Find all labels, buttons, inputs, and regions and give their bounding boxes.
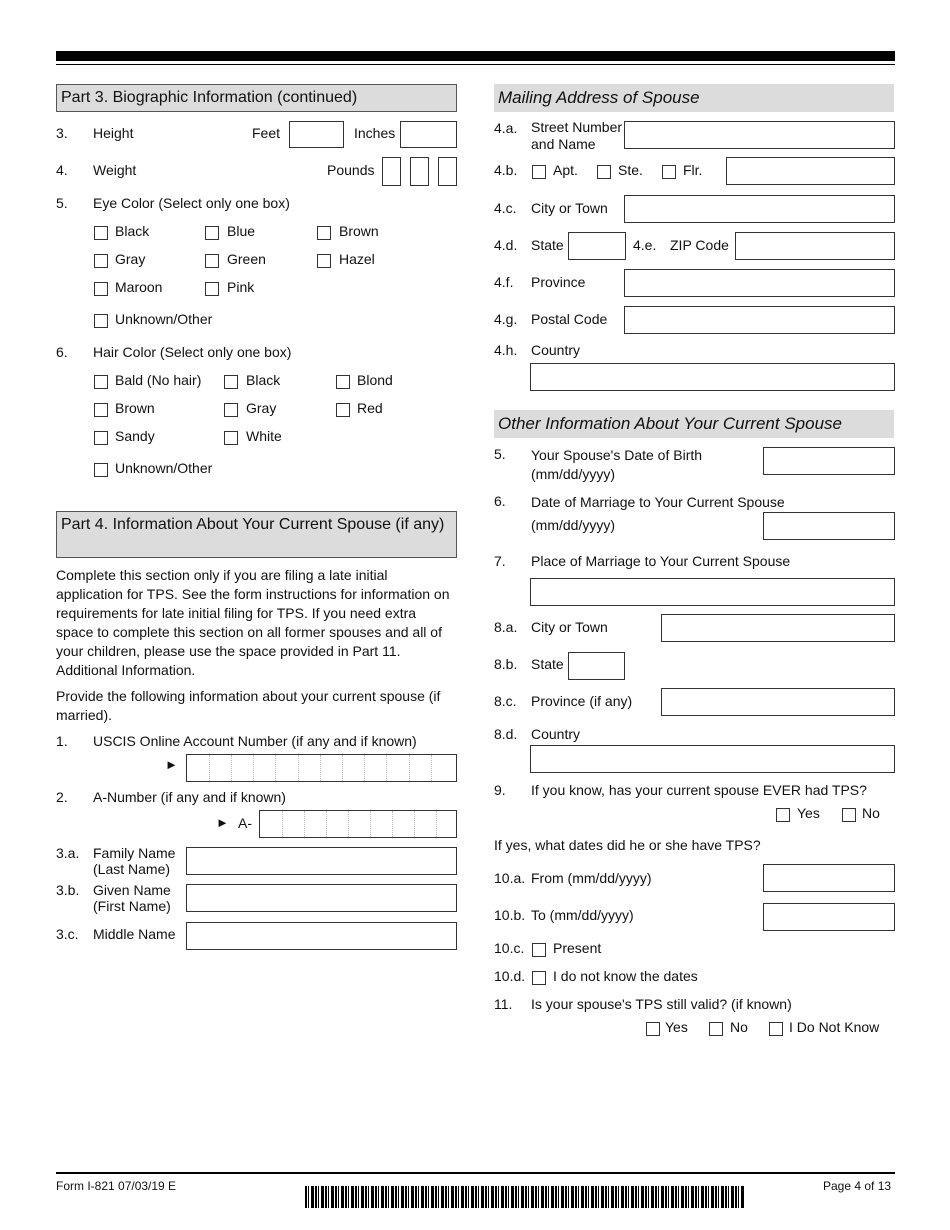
middle-name-label: Middle Name <box>93 926 176 942</box>
eye-green-label: Green <box>227 251 266 267</box>
marriage-city-input[interactable] <box>661 614 895 642</box>
weight-label: Weight <box>93 162 137 178</box>
p4-q3b-number: 3.b. <box>56 882 80 898</box>
family-name-label: Family Name <box>93 845 176 861</box>
spouse-dob-label: Your Spouse's Date of Birth <box>531 447 703 463</box>
flr-label: Flr. <box>683 162 703 178</box>
q5-spouse-number: 5. <box>494 446 506 462</box>
q3-number: 3. <box>56 125 68 141</box>
q4g-number: 4.g. <box>494 311 518 327</box>
q4d-number: 4.d. <box>494 237 518 253</box>
q6-spouse-number: 6. <box>494 493 506 509</box>
part4-title: Part 4. Information About Your Current Spouse (if any) <box>61 516 445 533</box>
a-number-prefix: A- <box>238 815 252 831</box>
hair-brown-label: Brown <box>115 400 155 416</box>
mailing-address-header <box>494 84 894 112</box>
hair-black-label: Black <box>246 372 281 388</box>
hair-white-label: White <box>246 428 282 444</box>
eye-pink-checkbox[interactable] <box>205 282 219 296</box>
q4f-number: 4.f. <box>494 274 514 290</box>
state-select[interactable] <box>568 232 626 260</box>
tps-valid-label: Is your spouse's TPS still valid? (if known) <box>531 996 792 1012</box>
marriage-province-input[interactable] <box>661 688 895 716</box>
tps-valid-dk-checkbox[interactable] <box>769 1022 783 1036</box>
p4-q1-number: 1. <box>56 733 68 749</box>
marriage-state-label: State <box>531 656 564 672</box>
tps-from-label: From (mm/dd/yyyy) <box>531 870 652 886</box>
postal-code-label: Postal Code <box>531 311 608 327</box>
q9-number: 9. <box>494 782 506 798</box>
marriage-country-label: Country <box>531 726 581 742</box>
ever-tps-no-checkbox[interactable] <box>842 808 856 822</box>
q4-number: 4. <box>56 162 68 178</box>
ever-tps-no-label: No <box>862 805 880 821</box>
top-rule-thin <box>56 64 895 65</box>
apt-number-input[interactable] <box>726 157 895 185</box>
present-checkbox[interactable] <box>532 943 546 957</box>
uscis-arrow-icon: ► <box>165 757 178 772</box>
zip-input[interactable] <box>735 232 895 260</box>
q6-number: 6. <box>56 344 68 360</box>
street-label: Street Number <box>531 119 623 135</box>
hair-bald-checkbox[interactable] <box>94 375 108 389</box>
q4b-number: 4.b. <box>494 162 518 178</box>
tps-to-label: To (mm/dd/yyyy) <box>531 907 634 923</box>
eye-gray-checkbox[interactable] <box>94 254 108 268</box>
family-name-input[interactable] <box>186 847 457 875</box>
feet-label: Feet <box>252 125 281 141</box>
top-rule-thick <box>56 51 895 61</box>
ste-label: Ste. <box>618 162 643 178</box>
eye-green-checkbox[interactable] <box>205 254 219 268</box>
city-input[interactable] <box>624 195 895 223</box>
hair-unknown-checkbox[interactable] <box>94 463 108 477</box>
state-label: State <box>531 237 564 253</box>
middle-name-input[interactable] <box>186 922 457 950</box>
q11-number: 11. <box>494 996 513 1012</box>
q4e-number: 4.e. <box>633 237 657 253</box>
marriage-province-label: Province (if any) <box>531 693 633 709</box>
q8b-number: 8.b. <box>494 656 518 672</box>
province-label: Province <box>531 274 586 290</box>
hair-blond-checkbox[interactable] <box>336 375 350 389</box>
tps-valid-no-checkbox[interactable] <box>709 1022 723 1036</box>
q10b-number: 10.b. <box>494 907 526 923</box>
present-label: Present <box>553 940 602 956</box>
ever-tps-yes-checkbox[interactable] <box>776 808 790 822</box>
q10d-number: 10.d. <box>494 968 526 984</box>
given-name-input[interactable] <box>186 884 457 912</box>
eye-brown-label: Brown <box>339 223 379 239</box>
hair-color-label: Hair Color (Select only one box) <box>93 344 292 360</box>
hair-sandy-checkbox[interactable] <box>94 431 108 445</box>
postal-code-input[interactable] <box>624 306 895 334</box>
country-input[interactable] <box>530 363 895 391</box>
marriage-date-label: Date of Marriage to Your Current Spouse <box>531 494 785 510</box>
marriage-state-select[interactable] <box>568 652 625 680</box>
eye-maroon-checkbox[interactable] <box>94 282 108 296</box>
street-sublabel: and Name <box>531 136 596 152</box>
weight-digit-1-input[interactable] <box>382 157 401 186</box>
hair-gray-label: Gray <box>246 400 277 416</box>
eye-black-label: Black <box>115 223 150 239</box>
ever-tps-label: If you know, has your current spouse EVER had TPS? <box>531 782 867 798</box>
weight-digit-3-input[interactable] <box>438 157 457 186</box>
q5-number: 5. <box>56 195 68 211</box>
hair-red-label: Red <box>357 400 383 416</box>
part4-header <box>56 511 457 558</box>
q8c-number: 8.c. <box>494 693 517 709</box>
given-name-label: Given Name <box>93 882 171 898</box>
tps-valid-yes-label: Yes <box>665 1019 688 1035</box>
apt-label: Apt. <box>553 162 578 178</box>
p4-q3a-number: 3.a. <box>56 845 80 861</box>
q10a-number: 10.a. <box>494 870 526 886</box>
p4-q2-number: 2. <box>56 789 68 805</box>
marriage-date-format: (mm/dd/yyyy) <box>531 517 615 533</box>
city-label: City or Town <box>531 200 608 216</box>
q4h-number: 4.h. <box>494 342 518 358</box>
marriage-place-label: Place of Marriage to Your Current Spouse <box>531 553 791 569</box>
eye-blue-checkbox[interactable] <box>205 226 219 240</box>
hair-sandy-label: Sandy <box>115 428 155 444</box>
part4-provide-text: Provide the following information about your current spouse (if married). <box>56 688 441 723</box>
ever-tps-yes-label: Yes <box>797 805 820 821</box>
q8a-number: 8.a. <box>494 619 518 635</box>
part3-title: Part 3. Biographic Information (continued) <box>61 89 358 106</box>
eye-brown-checkbox[interactable] <box>317 226 331 240</box>
uscis-account-label: USCIS Online Account Number (if any and if known) <box>93 733 417 749</box>
other-info-header <box>494 410 894 438</box>
uscis-account-input[interactable] <box>186 754 457 782</box>
part3-header <box>56 84 457 112</box>
street-input[interactable] <box>624 121 895 149</box>
marriage-place-input[interactable] <box>530 578 895 606</box>
tps-to-input[interactable] <box>763 903 895 931</box>
spouse-dob-input[interactable] <box>763 447 895 475</box>
tps-valid-no-label: No <box>730 1019 748 1035</box>
weight-digit-2-input[interactable] <box>410 157 429 186</box>
height-feet-input[interactable] <box>289 121 344 148</box>
marriage-country-input[interactable] <box>530 745 895 773</box>
eye-color-label: Eye Color (Select only one box) <box>93 195 290 211</box>
eye-black-checkbox[interactable] <box>94 226 108 240</box>
hair-red-checkbox[interactable] <box>336 403 350 417</box>
eye-pink-label: Pink <box>227 279 255 295</box>
eye-maroon-label: Maroon <box>115 279 163 295</box>
eye-hazel-label: Hazel <box>339 251 375 267</box>
family-name-sublabel: (Last Name) <box>93 861 171 877</box>
hair-bald-label: Bald (No hair) <box>115 372 202 388</box>
a-number-label: A-Number (if any and if known) <box>93 789 286 805</box>
eye-blue-label: Blue <box>227 223 256 239</box>
ste-checkbox[interactable] <box>597 165 611 179</box>
pounds-label: Pounds <box>327 162 375 178</box>
hair-blond-label: Blond <box>357 372 393 388</box>
eye-unknown-label: Unknown/Other <box>115 311 213 327</box>
tps-from-input[interactable] <box>763 864 895 892</box>
page-number: Page 4 of 13 <box>823 1179 892 1193</box>
hair-black-checkbox[interactable] <box>224 375 238 389</box>
a-number-arrow-icon: ► <box>216 815 229 830</box>
q4c-number: 4.c. <box>494 200 517 216</box>
flr-checkbox[interactable] <box>662 165 676 179</box>
form-id: Form I-821 07/03/19 E <box>56 1179 177 1193</box>
p4-q3c-number: 3.c. <box>56 926 79 942</box>
dont-know-dates-checkbox[interactable] <box>532 971 546 985</box>
marriage-date-input[interactable] <box>763 512 895 540</box>
eye-hazel-checkbox[interactable] <box>317 254 331 268</box>
tps-valid-dk-label: I Do Not Know <box>789 1019 880 1035</box>
eye-gray-label: Gray <box>115 251 146 267</box>
part4-intro: Complete this section only if you are filing a late initial application for TPS. See the form instructions for information on requirements for late initial filing for TPS. If you need extra space to complete this section on all former spouses and all of your children, please use the space provided in Part 11. Additional Information. <box>56 567 450 678</box>
tps-valid-yes-checkbox[interactable] <box>646 1022 660 1036</box>
height-inches-input[interactable] <box>400 121 457 148</box>
marriage-city-label: City or Town <box>531 619 608 635</box>
other-info-title: Other Information About Your Current Spouse <box>498 414 842 433</box>
mailing-address-title: Mailing Address of Spouse <box>498 88 700 107</box>
q8d-number: 8.d. <box>494 726 518 742</box>
dont-know-dates-label: I do not know the dates <box>553 968 698 984</box>
a-number-input[interactable] <box>259 810 457 838</box>
q7-number: 7. <box>494 553 506 569</box>
hair-brown-checkbox[interactable] <box>94 403 108 417</box>
eye-unknown-checkbox[interactable] <box>94 314 108 328</box>
zip-label: ZIP Code <box>670 237 729 253</box>
spouse-dob-format: (mm/dd/yyyy) <box>531 466 615 482</box>
hair-gray-checkbox[interactable] <box>224 403 238 417</box>
if-yes-text: If yes, what dates did he or she have TPS? <box>494 837 761 853</box>
inches-label: Inches <box>354 125 396 141</box>
country-label: Country <box>531 342 581 358</box>
hair-white-checkbox[interactable] <box>224 431 238 445</box>
given-name-sublabel: (First Name) <box>93 898 171 914</box>
hair-unknown-label: Unknown/Other <box>115 460 213 476</box>
province-input[interactable] <box>624 269 895 297</box>
height-label: Height <box>93 125 134 141</box>
q4a-number: 4.a. <box>494 120 518 136</box>
footer-rule <box>56 1172 895 1174</box>
apt-checkbox[interactable] <box>532 165 546 179</box>
q10c-number: 10.c. <box>494 940 525 956</box>
barcode <box>305 1186 745 1208</box>
